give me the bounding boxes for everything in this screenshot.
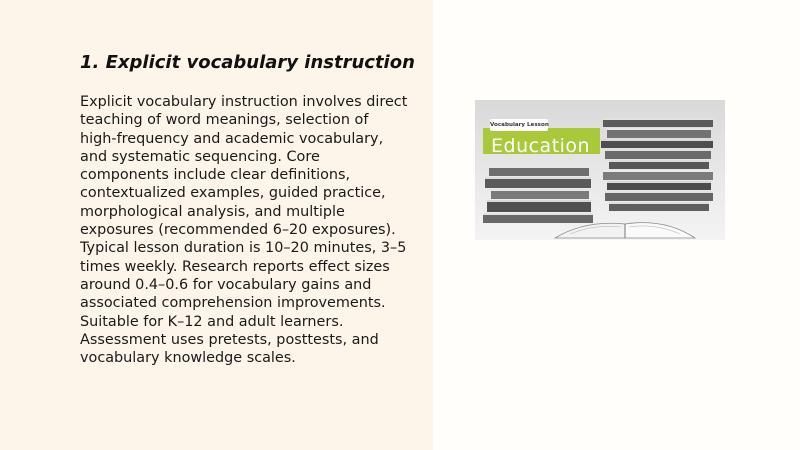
slide-body-text — [80, 93, 425, 367]
body-line: contextualized examples, guided practice, — [80, 185, 386, 202]
education-books-image — [475, 100, 725, 240]
body-line: components include clear definitions, — [80, 167, 351, 184]
body-line: Explicit vocabulary instruction involves direct — [80, 94, 408, 110]
body-line: Assessment uses pretests, posttests, and — [80, 331, 379, 348]
body-line: associated comprehension improvements. — [80, 295, 386, 312]
right-book-stack — [601, 118, 713, 211]
body-line: exposures (recommended 6–20 exposures). — [80, 222, 396, 239]
body-line: morphological analysis, and multiple — [80, 203, 345, 220]
body-line: high-frequency and academic vocabulary, — [80, 130, 384, 147]
education-banner-text: Education — [491, 135, 591, 157]
body-line: times weekly. Research reports effect sizes — [80, 258, 390, 275]
body-line: Suitable for K–12 and adult learners. — [80, 313, 344, 330]
body-line: and systematic sequencing. Core — [80, 148, 320, 165]
vocabulary-lesson-tag: Vocabulary Lesson — [490, 119, 548, 131]
body-line: Typical lesson duration is 10–20 minutes, 3–5 — [80, 240, 407, 257]
left-book-stack — [483, 166, 593, 223]
body-line: teaching of word meanings, selection of — [80, 112, 369, 129]
body-line: vocabulary knowledge scales. — [80, 350, 296, 367]
slide-title: 1. Explicit vocabulary instruction — [80, 52, 415, 73]
body-line: around 0.4–0.6 for vocabulary gains and — [80, 276, 372, 293]
